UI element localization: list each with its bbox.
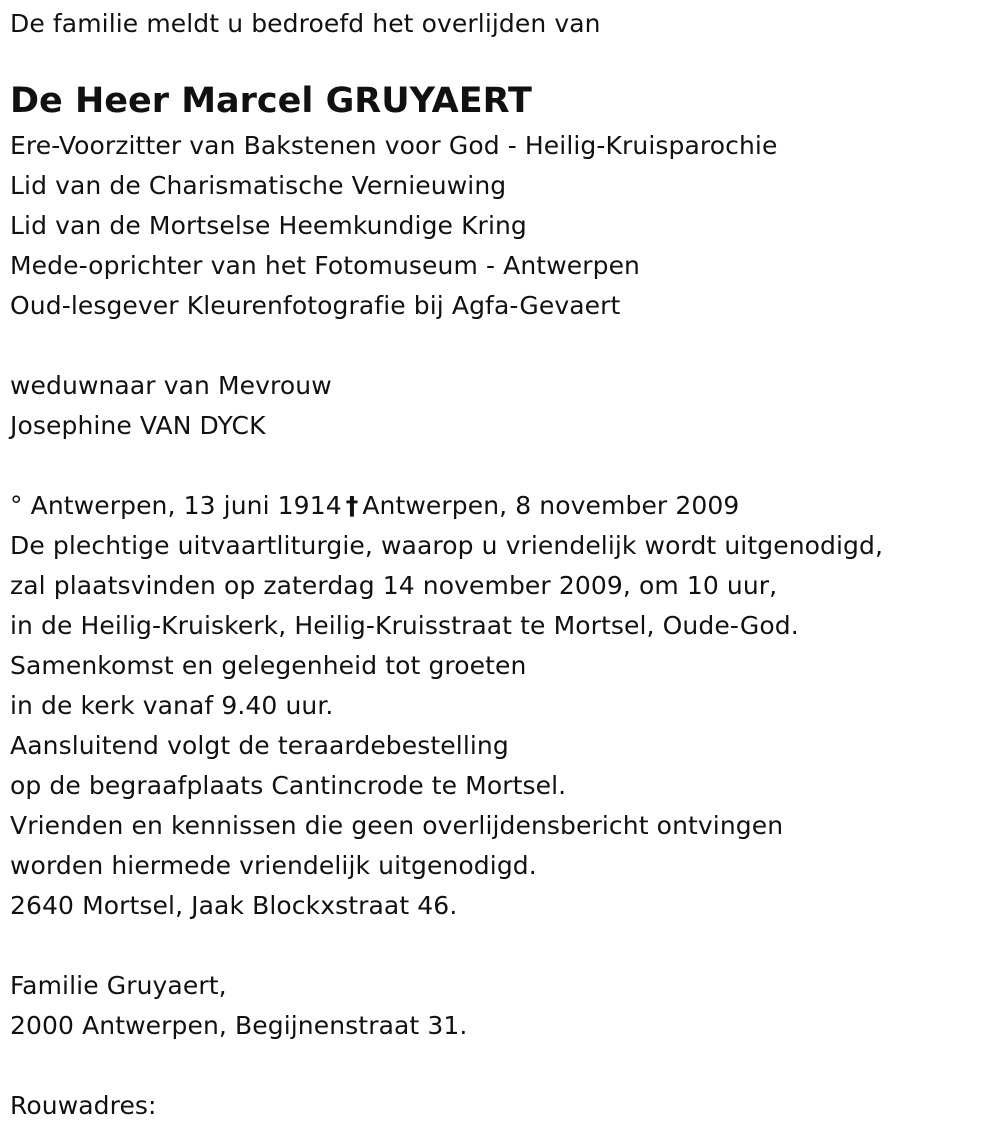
title-line: Lid van de Mortselse Heemkundige Kring [10,211,527,240]
spouse-line: weduwnaar van Mevrouw [10,371,332,400]
ceremony-line: worden hiermede vriendelijk uitgenodigd. [10,851,537,880]
ceremony-line: De plechtige uitvaartliturgie, waarop u vriendelijk wordt uitgenodigd, [10,531,884,560]
ceremony-line: Vrienden en kennissen die geen overlijdensbericht ontvingen [10,811,784,840]
birth-info: ° Antwerpen, 13 juni 1914 [10,491,342,520]
title-line: Oud-lesgever Kleurenfotografie bij Agfa-Gevaert [10,291,621,320]
ceremony-address: 2640 Mortsel, Jaak Blockxstraat 46. [10,891,458,920]
family-address: 2000 Antwerpen, Begijnenstraat 31. [10,1011,468,1040]
intro-text: De familie meldt u bedroefd het overlijden van [10,9,601,38]
title-line: Mede-oprichter van het Fotomuseum - Antwerpen [10,251,641,280]
death-info: Antwerpen, 8 november 2009 [362,491,740,520]
dates-line [10,486,990,526]
ceremony-line: Aansluitend volgt de teraardebestelling [10,731,509,760]
spouse-name: Josephine VAN DYCK [10,411,266,440]
cross-icon: † [345,491,359,520]
rouwadres-label: Rouwadres: [10,1091,157,1120]
ceremony-block [10,526,990,926]
family-name: Familie Gruyaert, [10,971,227,1000]
ceremony-line: in de Heilig-Kruiskerk, Heilig-Kruisstraat te Mortsel, Oude-God. [10,611,799,640]
family-block [10,966,990,1046]
ceremony-line: Samenkomst en gelegenheid tot groeten [10,651,527,680]
deceased-name: De Heer Marcel GRUYAERT [10,81,532,121]
spacer [10,326,990,366]
ceremony-line: op de begraafplaats Cantincrode te Mortsel. [10,771,567,800]
ceremony-line: in de kerk vanaf 9.40 uur. [10,691,334,720]
spacer [10,446,990,486]
deceased-titles [10,126,990,326]
title-line: Ere-Voorzitter van Bakstenen voor God - Heilig-Kruisparochie [10,131,778,160]
spacer [10,1046,990,1086]
title-line: Lid van de Charismatische Vernieuwing [10,171,507,200]
spouse-block [10,366,990,446]
obituary-notice [10,4,990,1126]
spacer [10,926,990,966]
ceremony-line: zal plaatsvinden op zaterdag 14 november 2009, om 10 uur, [10,571,778,600]
